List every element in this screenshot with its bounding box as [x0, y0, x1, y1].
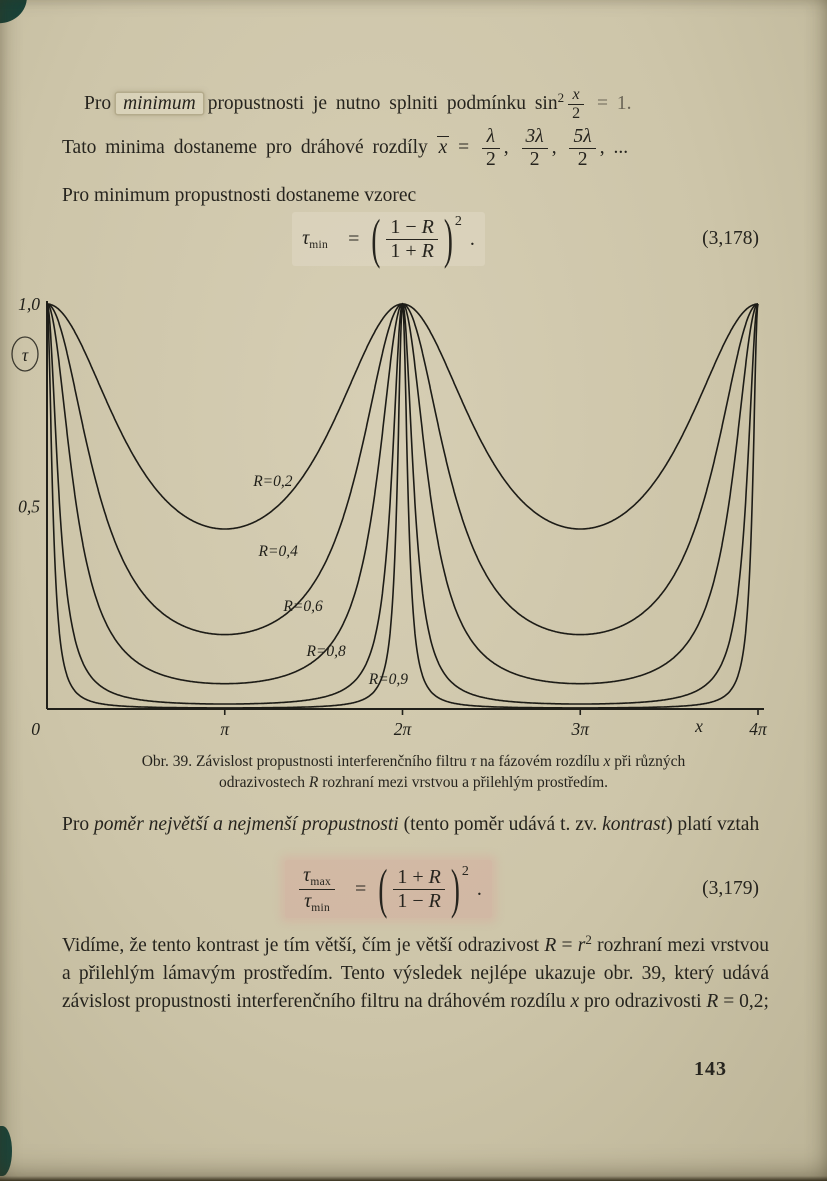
- curve-label: R=0,2: [253, 472, 293, 490]
- equation-3-178: [62, 208, 769, 270]
- caption-line-2: odrazivostech R rozhraní mezi vrstvou a přilehlým prostředím.: [218, 774, 609, 791]
- equals-sign: =: [458, 136, 470, 158]
- ellipsis: , ...: [599, 136, 629, 158]
- text: Vidíme, že tento kontrast je tím větší, čím je větší odrazivost: [62, 935, 545, 956]
- curve-label: R=0,4: [258, 542, 298, 560]
- comma: ,: [551, 136, 557, 158]
- text: Tato minima dostaneme pro dráhové rozdíly: [62, 136, 428, 158]
- x-tick-label: 3π: [571, 719, 590, 739]
- equation-body: [285, 857, 492, 919]
- paragraph-minimum-condition: [62, 84, 791, 123]
- fraction-3lambda-over-2: $\frac{3\lambda}{2}$: [522, 126, 548, 171]
- x-tick-label: π: [220, 719, 230, 739]
- variable-R: R: [544, 935, 557, 956]
- caption-line-1: Obr. 39. Závislost propustnosti interferenčního filtru τ na fázovém rozdílu x při různých: [141, 753, 686, 770]
- italic-phrase: poměr největší a nejmenší propustnosti: [93, 814, 399, 835]
- curve-label: R=0,8: [306, 642, 346, 660]
- equation-3-179: [62, 856, 769, 922]
- variable-r: r: [577, 935, 586, 956]
- x-tick-label: 4π: [749, 719, 767, 739]
- left-paren: (: [371, 207, 381, 269]
- curve-R-0.6: [47, 304, 758, 684]
- highlighted-word: minimum: [116, 93, 203, 114]
- right-paren: ): [450, 857, 460, 919]
- curve-label: R=0,6: [283, 597, 323, 615]
- fraction-1-minus-R-over-1-plus-R: $\frac{1 - R}{1 + R}$: [386, 216, 438, 262]
- text: Pro: [84, 93, 112, 114]
- comma: ,: [503, 136, 509, 158]
- paragraph-contrast-intro: [62, 811, 769, 839]
- y-tick-label: 0,5: [18, 496, 40, 517]
- text: pro odrazivosti: [579, 991, 707, 1012]
- curve-R-0.2: [47, 304, 758, 529]
- page-number: 143: [694, 1058, 727, 1080]
- scan-bottom-edge: [0, 1176, 827, 1181]
- paragraph-formula-intro: Pro minimum propustnosti dostaneme vzorec: [62, 185, 417, 206]
- left-paren: (: [378, 857, 388, 919]
- fraction-5lambda-over-2: $\frac{5\lambda}{2}$: [569, 126, 595, 171]
- y-tick-label: 1,0: [18, 294, 40, 314]
- exponent: 2: [454, 214, 462, 229]
- exponent: 2: [557, 90, 565, 105]
- text: = 0,2;: [718, 991, 769, 1012]
- curve-R-0.4: [47, 304, 758, 635]
- right-paren: ): [443, 207, 453, 269]
- text: rozhraní mezi vrstvou a přilehlým lámavým prostředím. Tento výsledek nejlépe ukazuje obr. 39, který udává závislost propustnosti interferenčního filtru na dráhovém rozdílu: [62, 935, 769, 1012]
- y-tick-label: 0: [31, 719, 40, 739]
- transmission-chart: [8, 292, 775, 750]
- curve-label: R=0,9: [368, 670, 409, 688]
- equation-number: (3,178): [702, 228, 759, 249]
- exponent: 2: [585, 932, 592, 947]
- variable-R: R: [706, 991, 719, 1012]
- period: .: [476, 877, 482, 900]
- fraction-lambda-over-2: $\frac{\lambda}{2}$: [482, 126, 500, 171]
- scan-corner-artifact: [0, 0, 29, 24]
- curve-R-0.9: [47, 304, 758, 708]
- x-tick-label: 2π: [393, 719, 412, 739]
- variable-x: x: [570, 991, 580, 1012]
- scan-edge-artifact: [0, 1126, 12, 1176]
- text: = 1.: [596, 93, 632, 114]
- x-bar-symbol: x: [438, 136, 448, 158]
- equation-body: [292, 207, 485, 269]
- italic-word: kontrast: [602, 814, 667, 835]
- tau-min-symbol: $\tau_{min}$: [302, 227, 329, 251]
- text: Pro: [62, 814, 94, 835]
- equals-sign: =: [355, 877, 367, 900]
- y-axis-label: τ: [21, 345, 29, 365]
- text: propustnosti je nutno splniti podmínku sin: [207, 93, 558, 114]
- fraction-tau-max-over-tau-min: $\frac{\tau_{max}}{\tau_{min}}$: [299, 864, 335, 915]
- exponent: 2: [461, 864, 469, 879]
- equation-number: (3,179): [702, 878, 759, 899]
- figure-caption: [40, 751, 787, 793]
- equals: =: [556, 935, 578, 956]
- x-axis-variable-label: x: [695, 716, 703, 736]
- curve-R-0.8: [47, 304, 758, 704]
- paragraph-conclusion: [62, 926, 769, 1016]
- fraction-1-plus-R-over-1-minus-R: $\frac{1 + R}{1 - R}$: [393, 866, 445, 912]
- fraction-x-over-2: $\frac{x}{2}$: [568, 86, 584, 123]
- period: .: [469, 227, 475, 250]
- text: ) platí vztah: [666, 814, 760, 835]
- equals-sign: =: [348, 227, 360, 250]
- text: (tento poměr udává t. zv.: [398, 814, 603, 835]
- paragraph-minima-positions: [62, 126, 769, 171]
